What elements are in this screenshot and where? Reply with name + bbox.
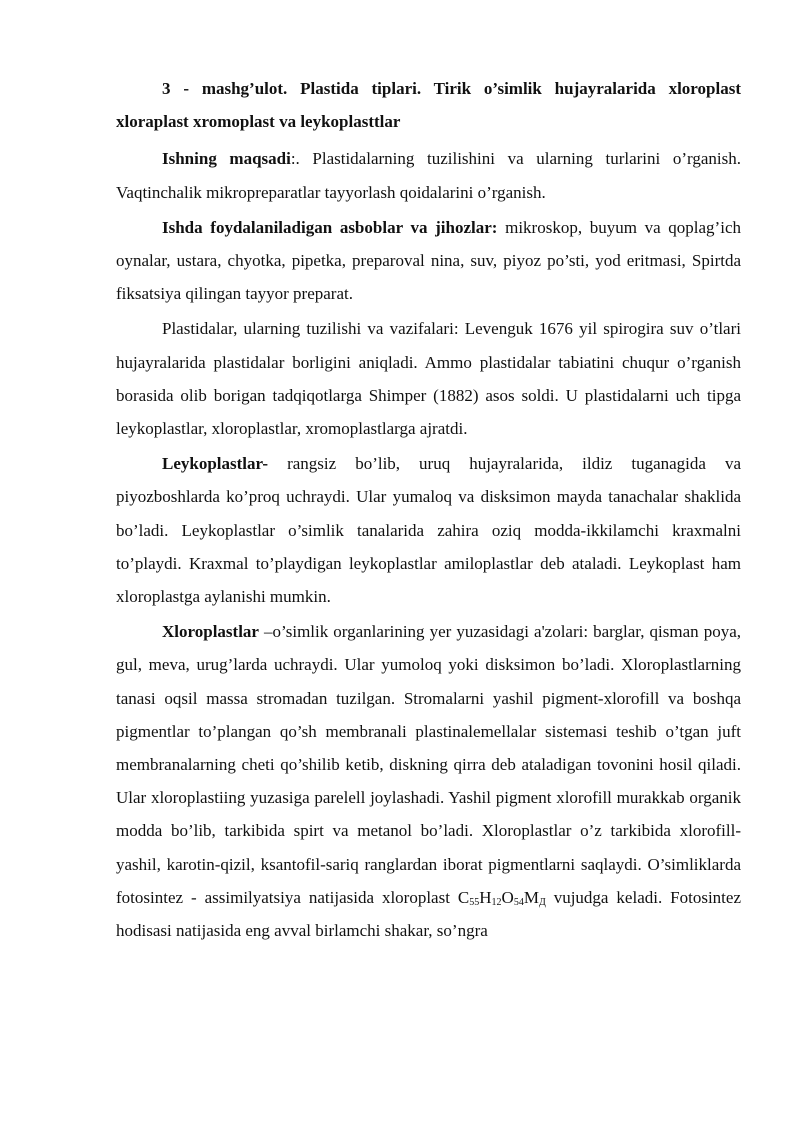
- chloroplasts-label: Xloroplastlar: [162, 622, 259, 642]
- chemical-formula: $C_{55}H_{12}O_{54}M_Д$: [457, 887, 546, 908]
- document-page: [116, 72, 741, 949]
- tools-label: Ishda foydalaniladigan asboblar va jihozlar:: [162, 217, 498, 237]
- chloroplasts-paragraph: [116, 615, 741, 947]
- purpose-paragraph: [116, 142, 741, 208]
- tools-paragraph: [116, 211, 741, 311]
- purpose-label: Ishning maqsadi: [162, 149, 291, 169]
- purpose-text: :. Plastidalarning tuzilishini va ularning turlarini o’rganish. Vaqtinchalik mikropreparatlar tayyorlash qoidalarini o’rganish.: [116, 149, 741, 202]
- plastids-intro-paragraph: Plastidalar, ularning tuzilishi va vazifalari: Levenguk 1676 yil spirogira suv o’tlari hujayralarida plastidalar borligini aniqladi. Ammo plastidalar tabiatini chuqur o’rganish borasida olib borigan tadqiqotlarga Shimper (1882) asos soldi. U plastidalarni uch tipga leykoplastlar, xloroplastlar, xromoplastlarga ajratdi.: [116, 319, 741, 439]
- chloroplasts-text-end: vujudga keladi. Fotosintez hodisasi natijasida eng avval birlamchi shakar, so’ngra: [116, 887, 741, 941]
- tools-text: mikroskop, buyum va qoplag’ich oynalar, ustara, chyotka, pipetka, preparoval nina, suv, piyoz po’sti, yod eritmasi, Spirtda fiksatsiya qilingan tayyor preparat.: [116, 217, 741, 304]
- leucoplasts-label: Leykoplastlar-: [162, 454, 269, 474]
- lesson-title: 3 - mashg’ulot. Plastida tiplari. Tirik o’simlik hujayralarida xloroplast xloraplast xromoplast va leykoplasttlar: [116, 79, 741, 132]
- leucoplasts-text: rangsiz bo’lib, uruq hujayralarida, ildiz tuganagida va piyozboshlarda ko’proq uchraydi. Ular yumaloq va disksimon mayda tanachalar shaklida bo’ladi. Leykoplastlar o’simlik tanalarida zahira oziq modda-ikkilamchi kraxmalni to’playdi. Kraxmal to’playdigan leykoplastlar amiloplastlar deb ataladi. Leykoplast ham xloroplastga aylanishi mumkin.: [116, 454, 741, 607]
- leucoplasts-paragraph: [116, 447, 741, 613]
- chloroplasts-text: –o’simlik organlarining yer yuzasidagi a'zolari: barglar, qisman poya, gul, meva, urug’larda uchraydi. Ular yumoloq yoki disksimon bo’ladi. Xloroplastlarning tanasi oqsil massa stromadan tuzilgan. Stromalarni yashil pigment-xlorofill va boshqa pigmentlar to’plangan qo’sh membranali plastinalemellalar sistemasi teshib o’tgan juft membranalarning cheti qo’shilib ketib, diskning qirra deb ataladigan tovonini hosil qiladi. Ular xloroplastiing yuzasiga parelell joylashadi. Yashil pigment xlorofill murakkab organik modda bo’lib, tarkibida spirt va metanol bo’ladi. Xloroplastlar o’z tarkibida xlorofill-yashil, karotin-qizil, ksantofil-sariq ranglardan iborat pigmentlarni saqlaydi. O’simliklarda fotosintez - assimilyatsiya natijasida xloroplast: [116, 622, 741, 907]
